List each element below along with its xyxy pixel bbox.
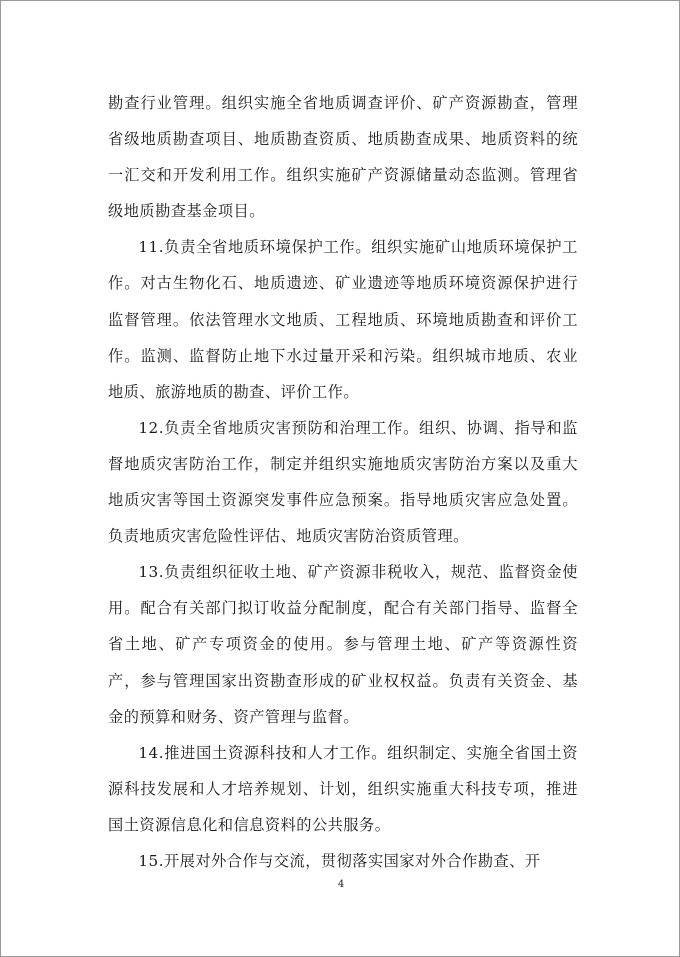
paragraph-item-15-external-cooperation: 15.开展对外合作与交流，贯彻落实国家对外合作勘查、开 — [138, 851, 541, 870]
page-number: 4 — [337, 879, 345, 890]
paragraph-item-11-geological-environment-protection: 11.负责全省地质环境保护工作。组织实施矿山地质环境保护工作。对古生物化石、地质遗迹、矿业遗迹等地质环境资源保护进行监督管理。依法管理水文地质、工程地质、环境地质勘查和评价工作。监测、监督防止地下水过量开采和污染。组织城市地质、农业地质、旅游地质的勘查、评价工作。 — [108, 238, 578, 401]
paragraph-item-13-revenue-and-fund-management: 13.负责组织征收土地、矿产资源非税收入，规范、监督资金使用。配合有关部门拟订收益分配制度，配合有关部门指导、监督全省土地、矿产专项资金的使用。参与管理土地、矿产等资源性资产，参与管理国家出资勘查形成的矿业权权益。负责有关资金、基金的预算和财务、资产管理与监督。 — [108, 563, 578, 726]
paragraph-item-12-geological-hazard-prevention: 12.负责全省地质灾害预防和治理工作。组织、协调、指导和监督地质灾害防治工作，制定并组织实施地质灾害防治方案以及重大地质灾害等国土资源突发事件应急预案。指导地质灾害应急处置。负责地质灾害危险性评估、地质灾害防治资质管理。 — [108, 418, 578, 546]
paragraph-item-14-science-technology-and-talent: 14.推进国土资源科技和人才工作。组织制定、实施全省国土资源科技发展和人才培养规划、计划，组织实施重大科技专项，推进国土资源信息化和信息资料的公共服务。 — [108, 743, 578, 834]
paragraph-continuation-geological-survey-management: 勘查行业管理。组织实施全省地质调查评价、矿产资源勘查，管理省级地质勘查项目、地质勘查资质、地质勘查成果、地质资料的统一汇交和开发利用工作。组织实施矿产资源储量动态监测。管理省级地质勘查基金项目。 — [108, 94, 578, 221]
document-body — [108, 85, 578, 879]
